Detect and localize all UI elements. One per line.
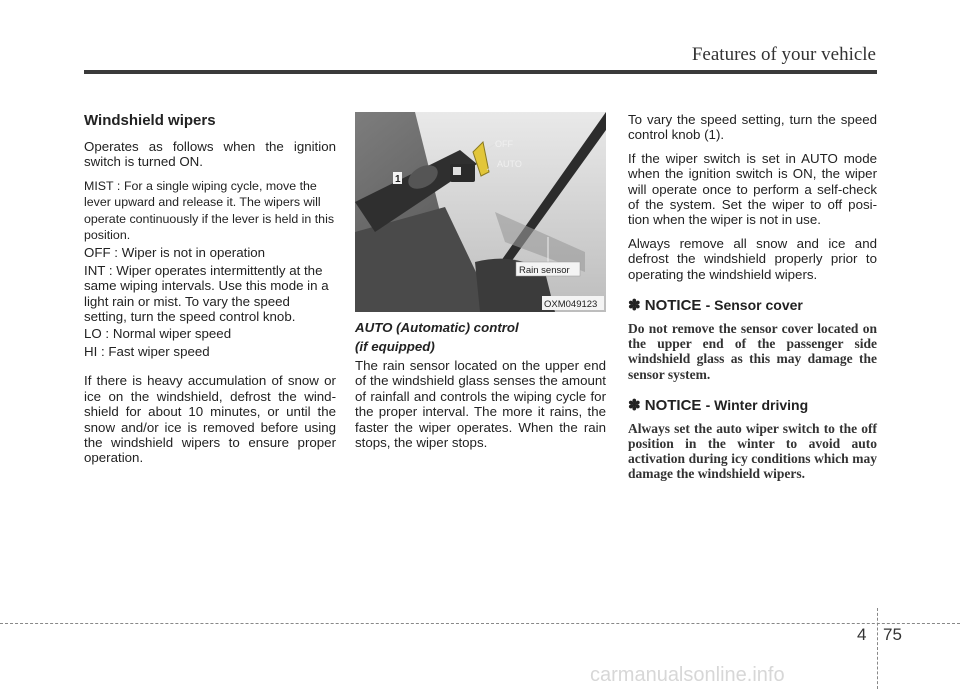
mode-int <box>84 263 336 325</box>
auto-mode-text: If the wiper switch is set in AUTO mode when the ignition switch is ON, the wiper will operate once to perform a self-check of the system. Set the wiper to off posi-tion when the wiper is not in use. <box>628 150 877 228</box>
notice-title: ✽ NOTICE <box>628 297 702 315</box>
knob-number: 1 <box>395 174 401 185</box>
mode-lo <box>84 326 336 341</box>
right-column <box>628 112 877 490</box>
mode-key: LO : <box>84 326 110 342</box>
speed-text: To vary the speed setting, turn the speed control knob (1). <box>628 112 877 143</box>
mode-mist <box>84 178 336 244</box>
notice-subtitle: - Winter driving <box>705 396 809 413</box>
section-header: Features of your vehicle <box>691 44 876 65</box>
footer-divider <box>877 608 878 689</box>
mode-off <box>84 245 336 260</box>
remove-snow-text: Always remove all snow and ice and defrost the windshield properly prior to operating the windshield wipers. <box>628 235 877 282</box>
notice-sensor-cover-heading <box>628 296 877 315</box>
page-number: 75 <box>883 625 902 644</box>
middle-column <box>355 312 606 458</box>
wiper-figure <box>355 112 606 312</box>
mode-text: For a single wiping cycle, move the lever upward and release it. The wipers will operate continuously if the lever is held in this position. <box>84 178 335 243</box>
mode-text: Wiper operates intermittently at the same wiping intervals. Use this mode in a light rain or mist. To vary the speed setting, turn the speed control knob. <box>84 262 329 325</box>
footer-rule <box>0 623 960 624</box>
header-rule <box>84 70 877 74</box>
figure-code: OXM049123 <box>544 299 598 310</box>
figure-caption-line1: AUTO (Automatic) control <box>355 320 519 335</box>
notice-subtitle: - Sensor cover <box>705 297 803 314</box>
notice-winter-driving-body: Always set the auto wiper switch to the off position in the winter to avoid auto activation during icy conditions which may damage the windshield wipers. <box>628 420 877 482</box>
wiper-illustration <box>355 112 606 312</box>
mode-key: HI : <box>84 343 105 359</box>
notice-title: ✽ NOTICE <box>628 396 702 414</box>
label-off: OFF <box>495 139 513 149</box>
section-heading: Windshield wipers <box>84 112 216 129</box>
mode-text: Wiper is not in operation <box>121 245 266 261</box>
mode-key: MIST : <box>84 178 121 193</box>
notice-sensor-cover-body: Do not remove the sensor cover located on the upper end of the passenger side windshield glass as this may damage the sensor system. <box>628 321 877 382</box>
mode-key: INT : <box>84 262 113 278</box>
label-rain-sensor: Rain sensor <box>519 265 570 276</box>
figure-caption-line2: (if equipped) <box>355 339 435 354</box>
label-auto: AUTO <box>497 159 522 169</box>
mode-text: Fast wiper speed <box>108 343 210 359</box>
chapter-number: 4 <box>857 625 867 644</box>
snow-note: If there is heavy accumulation of snow or ice on the windshield, defrost the wind-shield for about 10 minutes, or until the snow and/or ice is removed before using the windshield wipers to ensure proper operation. <box>84 373 336 466</box>
watermark: carmanualsonline.info <box>590 664 785 686</box>
mode-key: OFF : <box>84 245 118 261</box>
intro-text: Operates as follows when the ignition switch is turned ON. <box>84 139 336 170</box>
mode-text: Normal wiper speed <box>112 326 232 342</box>
auto-control-text: The rain sensor located on the upper end of the windshield glass senses the amount of rainfall and controls the wiping cycle for the proper interval. The more it rains, the faster the wiper operates. When the rain stops, the wiper stops. <box>355 358 606 451</box>
notice-winter-driving-heading <box>628 396 877 415</box>
mode-hi <box>84 344 336 359</box>
left-column <box>84 112 336 474</box>
